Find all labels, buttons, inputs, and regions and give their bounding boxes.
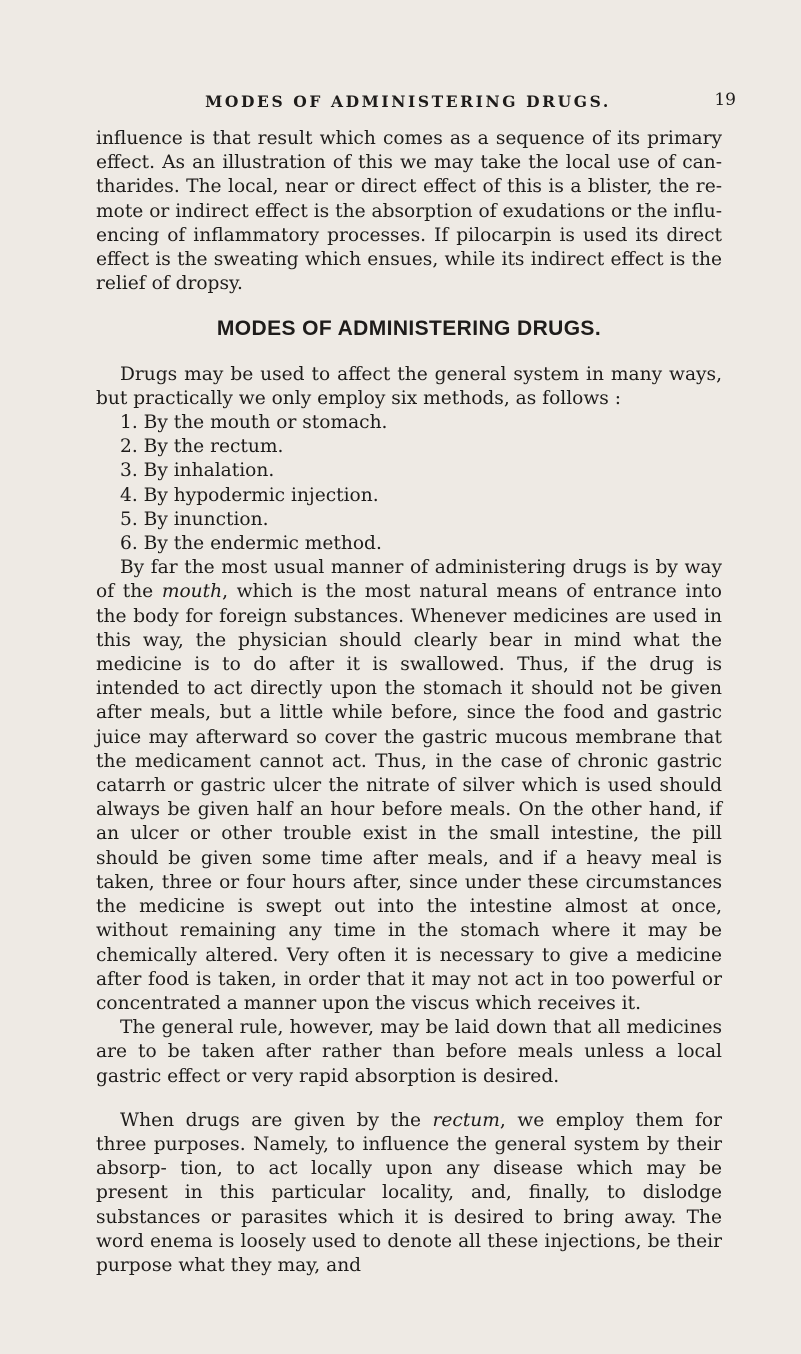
list-item: 5. By inunction. (120, 508, 269, 530)
methods-intro: Drugs may be used to affect the general system in many ways, but practically we only employ six methods, as follows : (96, 363, 722, 409)
list-item: 3. By inhalation. (120, 460, 275, 482)
methods-list (96, 411, 722, 556)
mouth-paragraph (96, 556, 722, 1016)
rectum-text-before: When drugs are given by the (120, 1109, 433, 1131)
running-title: MODES OF ADMINISTERING DRUGS. (205, 92, 611, 111)
list-item: 2. By the rectum. (120, 436, 284, 458)
list-item: 4. By hypodermic injection. (120, 484, 379, 506)
rectum-text-after: , we employ them for three purposes. Namely, to influence the general system by their absorp- tion, to act locally upon any disease which may be present in this particular locality, and, finally, to dislodge substances or parasites which it is desired to bring away. The word enema is loosely used to denote all these injections, be their purpose what they may, and (96, 1109, 723, 1276)
section-heading: MODES OF ADMINISTERING DRUGS. (216, 317, 602, 341)
list-item: 1. By the mouth or stomach. (120, 412, 388, 434)
paragraph-gap (96, 1089, 722, 1109)
body-text (96, 127, 722, 1278)
mouth-text-after: , which is the most natural means of entrance into the body for foreign substances. Whenever medicines are used in this way, the physician should clearly bear in mind what the medicine is to do after it is swallowed. Thus, if the drug is intended to act directly upon the stomach it should not be given after meals, but a little while before, since the food and gastric juice may afterward so cover the gastric mucous membrane that the medicament cannot act. Thus, in the case of chronic gastric catarrh or gastric ulcer the nitrate of silver which is used should always be given half an hour before meals. On the other hand, if an ulcer or other trouble exist in the small intestine, the pill should be given some time after meals, and if a heavy meal is taken, three or four hours after, since under these circumstances the medicine is swept out into the intestine almost at once, without remaining any time in the stomach where it may be chemically altered. Very often it is necessary to give a medicine after food is taken, in order that it may not act in too powerful or concentrated a manner upon the viscus which receives it. (96, 581, 722, 1014)
running-head (98, 90, 736, 114)
mouth-text-before: By far the most usual manner of administering drugs is by way of the (96, 557, 722, 603)
general-rule-paragraph: The general rule, however, may be laid down that all medicines are to be taken after rather than before meals unless a local gastric effect or very rapid absorption is desired. (96, 1017, 722, 1087)
list-item: 6. By the endermic method. (120, 533, 382, 555)
rectum-emphasis: rectum (432, 1109, 500, 1131)
mouth-emphasis: mouth (161, 581, 223, 603)
rectum-paragraph (96, 1109, 722, 1278)
page-number: 19 (714, 90, 736, 110)
intro-paragraph: influence is that result which comes as a sequence of its primary effect. As an illustration of this we may take the local use of can- tharides. The local, near or direct effect of this is a blister, the re- mote or indirect effect is the absorption of exudations or the influ- encing of inflammatory processes. If pilocarpin is used its direct effect is the sweating which ensues, while its indirect effect is the relief of dropsy. (96, 128, 722, 295)
